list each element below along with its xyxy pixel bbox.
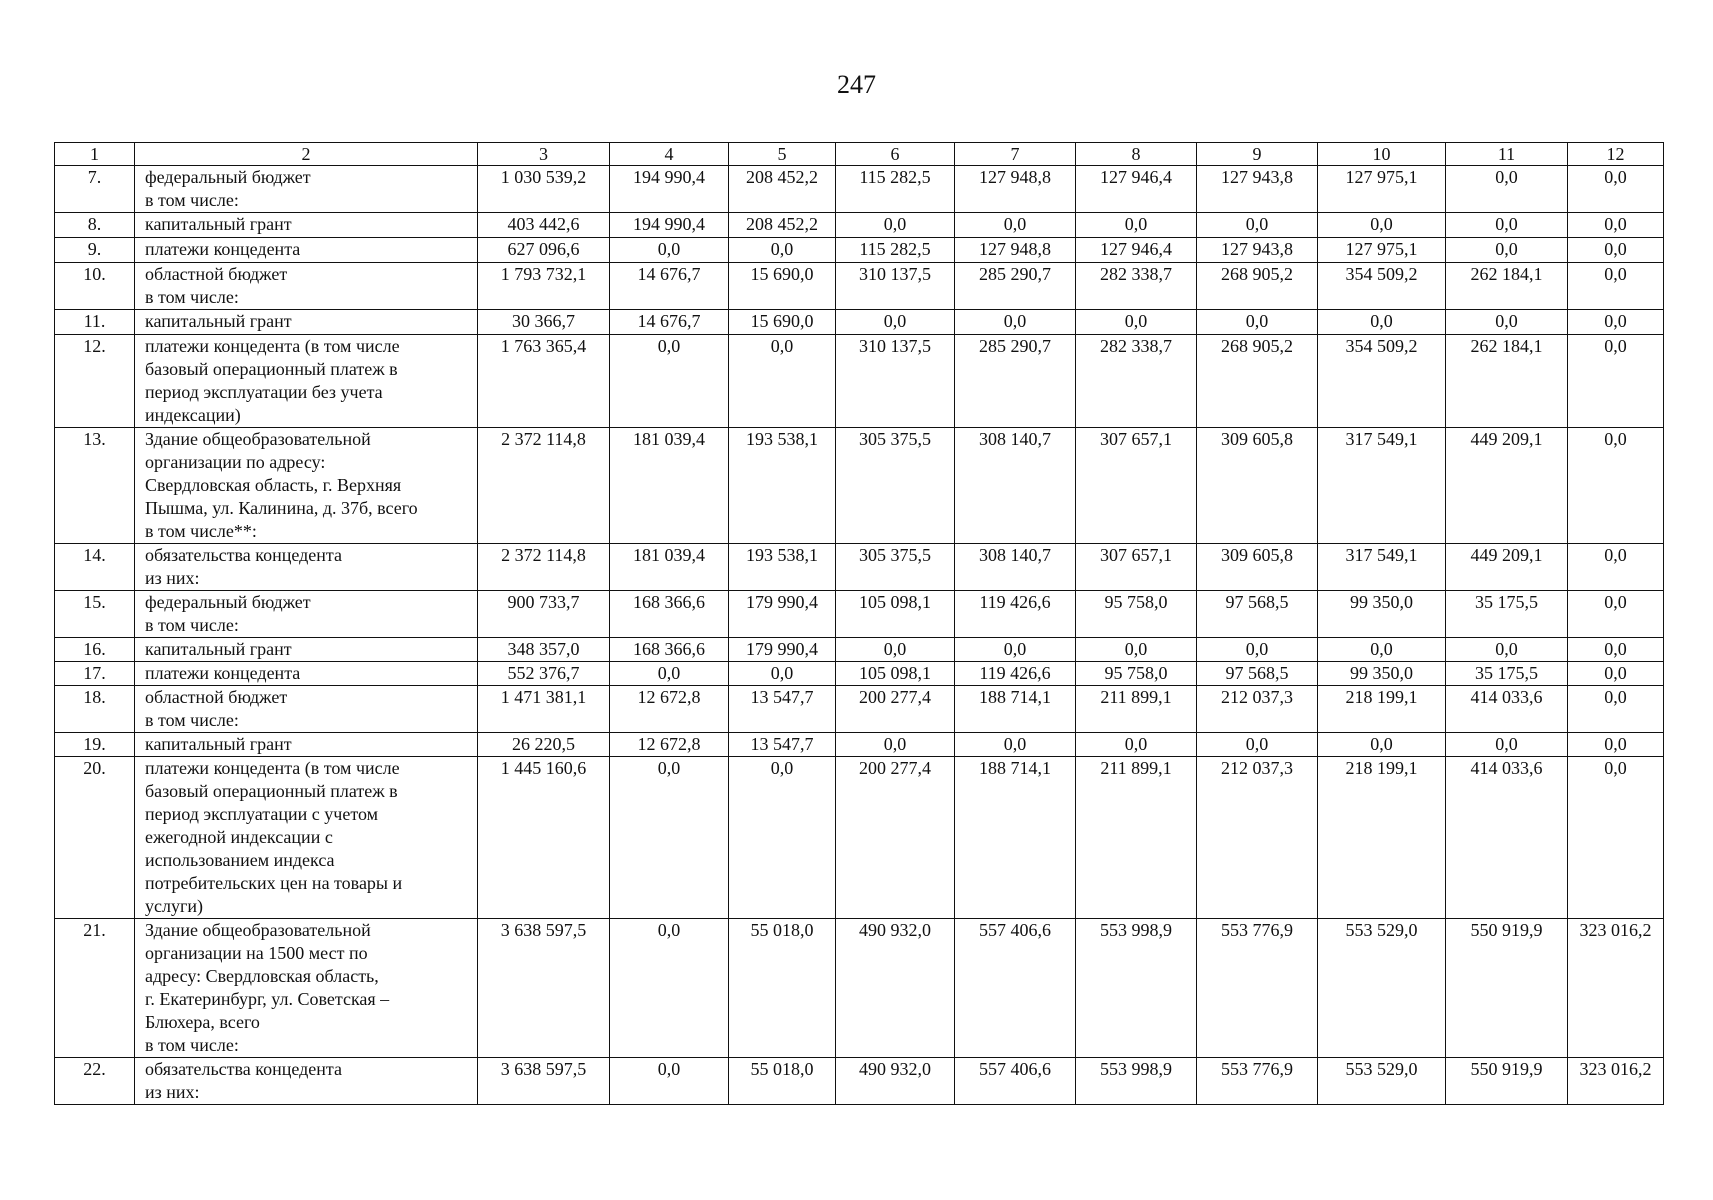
value-cell: 1 471 381,1 — [478, 686, 610, 733]
value-cell: 14 676,7 — [610, 310, 729, 335]
row-number: 12. — [55, 335, 135, 428]
value-cell: 35 175,5 — [1446, 662, 1568, 686]
value-cell: 0,0 — [1568, 591, 1664, 638]
value-cell: 0,0 — [1446, 638, 1568, 662]
value-cell: 262 184,1 — [1446, 263, 1568, 310]
value-cell: 0,0 — [955, 638, 1076, 662]
row-name: капитальный грант — [135, 733, 478, 757]
value-cell: 127 943,8 — [1197, 238, 1318, 263]
value-cell: 181 039,4 — [610, 428, 729, 544]
table-row — [55, 919, 1664, 1058]
value-cell: 557 406,6 — [955, 919, 1076, 1058]
value-cell: 0,0 — [955, 733, 1076, 757]
column-header: 9 — [1197, 143, 1318, 166]
value-cell: 15 690,0 — [729, 263, 836, 310]
value-cell: 0,0 — [1318, 213, 1446, 238]
value-cell: 13 547,7 — [729, 733, 836, 757]
value-cell: 99 350,0 — [1318, 662, 1446, 686]
value-cell: 3 638 597,5 — [478, 1058, 610, 1105]
value-cell: 449 209,1 — [1446, 428, 1568, 544]
value-cell: 211 899,1 — [1076, 757, 1197, 919]
row-number: 17. — [55, 662, 135, 686]
value-cell: 0,0 — [1568, 733, 1664, 757]
row-number: 18. — [55, 686, 135, 733]
value-cell: 30 366,7 — [478, 310, 610, 335]
value-cell: 0,0 — [1568, 213, 1664, 238]
value-cell: 0,0 — [1568, 544, 1664, 591]
value-cell: 127 975,1 — [1318, 166, 1446, 213]
value-cell: 0,0 — [1197, 213, 1318, 238]
value-cell: 414 033,6 — [1446, 757, 1568, 919]
value-cell: 0,0 — [1076, 213, 1197, 238]
value-cell: 127 948,8 — [955, 166, 1076, 213]
column-header: 10 — [1318, 143, 1446, 166]
value-cell: 0,0 — [1568, 757, 1664, 919]
row-number: 13. — [55, 428, 135, 544]
row-number: 14. — [55, 544, 135, 591]
value-cell: 305 375,5 — [836, 544, 955, 591]
budget-table — [54, 142, 1664, 1105]
value-cell: 553 998,9 — [1076, 919, 1197, 1058]
value-cell: 627 096,6 — [478, 238, 610, 263]
value-cell: 403 442,6 — [478, 213, 610, 238]
value-cell: 0,0 — [1568, 662, 1664, 686]
value-cell: 179 990,4 — [729, 638, 836, 662]
value-cell: 0,0 — [610, 1058, 729, 1105]
row-name: капитальный грант — [135, 638, 478, 662]
page-number: 247 — [837, 70, 876, 99]
value-cell: 105 098,1 — [836, 591, 955, 638]
value-cell: 310 137,5 — [836, 263, 955, 310]
row-number: 8. — [55, 213, 135, 238]
row-name: Здание общеобразовательной организации на 1500 мест по адресу: Свердловская область, г. Екатеринбург, ул. Советская – Блюхера, всего в том числе: — [135, 919, 478, 1058]
value-cell: 552 376,7 — [478, 662, 610, 686]
table-row — [55, 686, 1664, 733]
value-cell: 13 547,7 — [729, 686, 836, 733]
value-cell: 490 932,0 — [836, 919, 955, 1058]
value-cell: 308 140,7 — [955, 544, 1076, 591]
value-cell: 95 758,0 — [1076, 662, 1197, 686]
value-cell: 0,0 — [1076, 310, 1197, 335]
value-cell: 193 538,1 — [729, 428, 836, 544]
value-cell: 354 509,2 — [1318, 263, 1446, 310]
value-cell: 168 366,6 — [610, 638, 729, 662]
header-row — [55, 143, 1664, 166]
value-cell: 15 690,0 — [729, 310, 836, 335]
value-cell: 12 672,8 — [610, 733, 729, 757]
column-header: 5 — [729, 143, 836, 166]
value-cell: 0,0 — [610, 919, 729, 1058]
value-cell: 0,0 — [1568, 686, 1664, 733]
value-cell: 0,0 — [836, 213, 955, 238]
row-number: 21. — [55, 919, 135, 1058]
row-name: областной бюджет в том числе: — [135, 686, 478, 733]
value-cell: 127 948,8 — [955, 238, 1076, 263]
row-name: платежи концедента — [135, 662, 478, 686]
table-row — [55, 310, 1664, 335]
column-header: 6 — [836, 143, 955, 166]
column-header: 12 — [1568, 143, 1664, 166]
value-cell: 194 990,4 — [610, 166, 729, 213]
value-cell: 307 657,1 — [1076, 544, 1197, 591]
value-cell: 0,0 — [836, 310, 955, 335]
value-cell: 200 277,4 — [836, 757, 955, 919]
table-row — [55, 638, 1664, 662]
value-cell: 0,0 — [1446, 310, 1568, 335]
table-row — [55, 213, 1664, 238]
row-name: областной бюджет в том числе: — [135, 263, 478, 310]
value-cell: 553 998,9 — [1076, 1058, 1197, 1105]
value-cell: 127 946,4 — [1076, 166, 1197, 213]
value-cell: 354 509,2 — [1318, 335, 1446, 428]
table-row — [55, 238, 1664, 263]
row-number: 22. — [55, 1058, 135, 1105]
value-cell: 188 714,1 — [955, 757, 1076, 919]
value-cell: 285 290,7 — [955, 263, 1076, 310]
row-number: 19. — [55, 733, 135, 757]
column-header: 11 — [1446, 143, 1568, 166]
value-cell: 188 714,1 — [955, 686, 1076, 733]
value-cell: 0,0 — [1197, 638, 1318, 662]
value-cell: 193 538,1 — [729, 544, 836, 591]
value-cell: 305 375,5 — [836, 428, 955, 544]
value-cell: 0,0 — [1568, 310, 1664, 335]
value-cell: 0,0 — [729, 662, 836, 686]
value-cell: 449 209,1 — [1446, 544, 1568, 591]
value-cell: 168 366,6 — [610, 591, 729, 638]
value-cell: 55 018,0 — [729, 919, 836, 1058]
row-name: платежи концедента (в том числе базовый операционный платеж в период эксплуатации с учетом ежегодной индексации с использованием индекса потребительских цен на товары и услуги) — [135, 757, 478, 919]
row-name: капитальный грант — [135, 310, 478, 335]
value-cell: 0,0 — [1568, 238, 1664, 263]
value-cell: 1 030 539,2 — [478, 166, 610, 213]
value-cell: 0,0 — [729, 757, 836, 919]
value-cell: 208 452,2 — [729, 166, 836, 213]
value-cell: 208 452,2 — [729, 213, 836, 238]
value-cell: 317 549,1 — [1318, 544, 1446, 591]
value-cell: 0,0 — [1568, 263, 1664, 310]
value-cell: 0,0 — [610, 662, 729, 686]
value-cell: 308 140,7 — [955, 428, 1076, 544]
row-name: Здание общеобразовательной организации по адресу: Свердловская область, г. Верхняя Пышма, ул. Калинина, д. 37б, всего в том числе**: — [135, 428, 478, 544]
value-cell: 1 763 365,4 — [478, 335, 610, 428]
value-cell: 557 406,6 — [955, 1058, 1076, 1105]
value-cell: 0,0 — [1446, 166, 1568, 213]
value-cell: 0,0 — [1568, 638, 1664, 662]
value-cell: 310 137,5 — [836, 335, 955, 428]
value-cell: 0,0 — [836, 638, 955, 662]
value-cell: 268 905,2 — [1197, 263, 1318, 310]
value-cell: 0,0 — [610, 238, 729, 263]
value-cell: 35 175,5 — [1446, 591, 1568, 638]
value-cell: 127 943,8 — [1197, 166, 1318, 213]
value-cell: 490 932,0 — [836, 1058, 955, 1105]
value-cell: 119 426,6 — [955, 662, 1076, 686]
value-cell: 0,0 — [729, 238, 836, 263]
value-cell: 1 793 732,1 — [478, 263, 610, 310]
value-cell: 0,0 — [610, 335, 729, 428]
value-cell: 105 098,1 — [836, 662, 955, 686]
value-cell: 218 199,1 — [1318, 686, 1446, 733]
row-name: платежи концедента (в том числе базовый операционный платеж в период эксплуатации без учета индексации) — [135, 335, 478, 428]
value-cell: 3 638 597,5 — [478, 919, 610, 1058]
value-cell: 0,0 — [1197, 310, 1318, 335]
value-cell: 553 776,9 — [1197, 919, 1318, 1058]
value-cell: 317 549,1 — [1318, 428, 1446, 544]
value-cell: 2 372 114,8 — [478, 544, 610, 591]
value-cell: 550 919,9 — [1446, 919, 1568, 1058]
value-cell: 1 445 160,6 — [478, 757, 610, 919]
value-cell: 0,0 — [955, 213, 1076, 238]
value-cell: 323 016,2 — [1568, 1058, 1664, 1105]
value-cell: 0,0 — [1197, 733, 1318, 757]
value-cell: 181 039,4 — [610, 544, 729, 591]
value-cell: 97 568,5 — [1197, 591, 1318, 638]
row-name: капитальный грант — [135, 213, 478, 238]
value-cell: 553 529,0 — [1318, 1058, 1446, 1105]
value-cell: 0,0 — [729, 335, 836, 428]
value-cell: 285 290,7 — [955, 335, 1076, 428]
value-cell: 0,0 — [1076, 638, 1197, 662]
value-cell: 0,0 — [1446, 238, 1568, 263]
value-cell: 0,0 — [1568, 335, 1664, 428]
value-cell: 119 426,6 — [955, 591, 1076, 638]
value-cell: 414 033,6 — [1446, 686, 1568, 733]
value-cell: 0,0 — [1446, 733, 1568, 757]
table-body — [55, 143, 1664, 1105]
value-cell: 307 657,1 — [1076, 428, 1197, 544]
value-cell: 211 899,1 — [1076, 686, 1197, 733]
table-row — [55, 662, 1664, 686]
value-cell: 0,0 — [1318, 733, 1446, 757]
column-header: 2 — [135, 143, 478, 166]
column-header: 1 — [55, 143, 135, 166]
value-cell: 0,0 — [836, 733, 955, 757]
value-cell: 550 919,9 — [1446, 1058, 1568, 1105]
value-cell: 0,0 — [1446, 213, 1568, 238]
row-name: федеральный бюджет в том числе: — [135, 591, 478, 638]
value-cell: 282 338,7 — [1076, 263, 1197, 310]
column-header: 4 — [610, 143, 729, 166]
row-number: 9. — [55, 238, 135, 263]
row-number: 15. — [55, 591, 135, 638]
value-cell: 309 605,8 — [1197, 428, 1318, 544]
value-cell: 0,0 — [1568, 166, 1664, 213]
value-cell: 97 568,5 — [1197, 662, 1318, 686]
value-cell: 0,0 — [1318, 310, 1446, 335]
value-cell: 218 199,1 — [1318, 757, 1446, 919]
row-name: платежи концедента — [135, 238, 478, 263]
value-cell: 0,0 — [955, 310, 1076, 335]
column-header: 8 — [1076, 143, 1197, 166]
column-header: 3 — [478, 143, 610, 166]
value-cell: 200 277,4 — [836, 686, 955, 733]
value-cell: 309 605,8 — [1197, 544, 1318, 591]
value-cell: 26 220,5 — [478, 733, 610, 757]
value-cell: 115 282,5 — [836, 238, 955, 263]
table-row — [55, 166, 1664, 213]
table-row — [55, 335, 1664, 428]
value-cell: 212 037,3 — [1197, 686, 1318, 733]
value-cell: 323 016,2 — [1568, 919, 1664, 1058]
row-number: 7. — [55, 166, 135, 213]
table-row — [55, 263, 1664, 310]
row-number: 20. — [55, 757, 135, 919]
value-cell: 115 282,5 — [836, 166, 955, 213]
value-cell: 262 184,1 — [1446, 335, 1568, 428]
table-row — [55, 544, 1664, 591]
row-name: обязательства концедента из них: — [135, 544, 478, 591]
value-cell: 282 338,7 — [1076, 335, 1197, 428]
value-cell: 194 990,4 — [610, 213, 729, 238]
value-cell: 179 990,4 — [729, 591, 836, 638]
value-cell: 127 946,4 — [1076, 238, 1197, 263]
value-cell: 2 372 114,8 — [478, 428, 610, 544]
value-cell: 268 905,2 — [1197, 335, 1318, 428]
table-row — [55, 428, 1664, 544]
value-cell: 212 037,3 — [1197, 757, 1318, 919]
value-cell: 0,0 — [1568, 428, 1664, 544]
value-cell: 553 776,9 — [1197, 1058, 1318, 1105]
row-number: 16. — [55, 638, 135, 662]
column-header: 7 — [955, 143, 1076, 166]
row-number: 11. — [55, 310, 135, 335]
value-cell: 0,0 — [610, 757, 729, 919]
table-row — [55, 757, 1664, 919]
value-cell: 55 018,0 — [729, 1058, 836, 1105]
value-cell: 14 676,7 — [610, 263, 729, 310]
value-cell: 95 758,0 — [1076, 591, 1197, 638]
row-name: федеральный бюджет в том числе: — [135, 166, 478, 213]
value-cell: 127 975,1 — [1318, 238, 1446, 263]
value-cell: 348 357,0 — [478, 638, 610, 662]
value-cell: 553 529,0 — [1318, 919, 1446, 1058]
row-number: 10. — [55, 263, 135, 310]
value-cell: 12 672,8 — [610, 686, 729, 733]
value-cell: 0,0 — [1318, 638, 1446, 662]
value-cell: 0,0 — [1076, 733, 1197, 757]
row-name: обязательства концедента из них: — [135, 1058, 478, 1105]
table-row — [55, 591, 1664, 638]
table-row — [55, 733, 1664, 757]
value-cell: 900 733,7 — [478, 591, 610, 638]
table-row — [55, 1058, 1664, 1105]
value-cell: 99 350,0 — [1318, 591, 1446, 638]
